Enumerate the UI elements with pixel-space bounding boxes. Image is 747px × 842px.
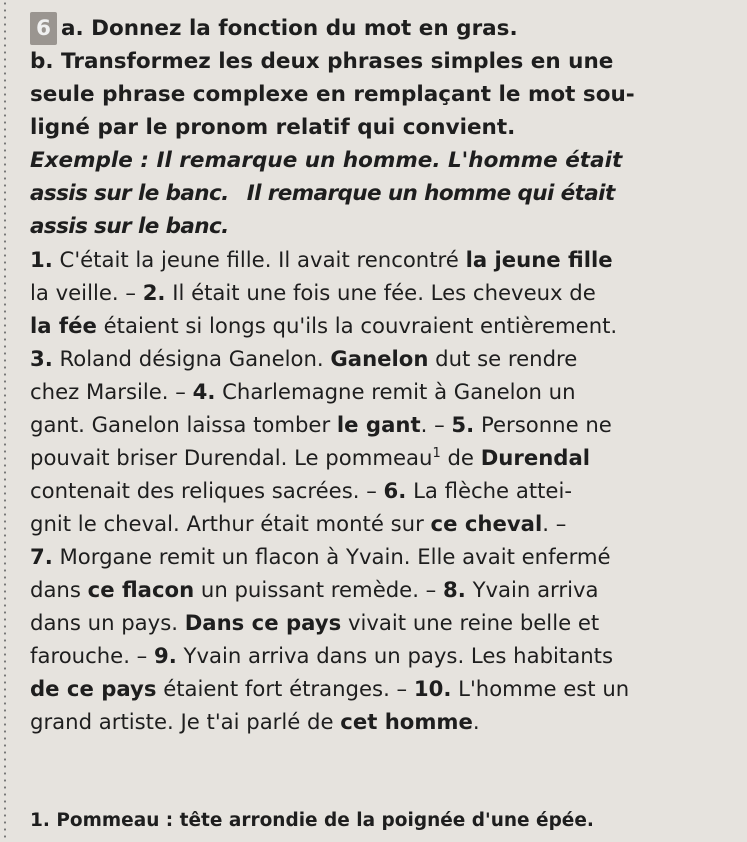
text-segment: L'homme est un bbox=[451, 676, 630, 701]
item-number: 6. bbox=[383, 478, 407, 503]
item-number: 9. bbox=[154, 643, 177, 668]
text-segment: un puissant remède. – bbox=[194, 577, 444, 602]
example-line-1: Exemple : Il remarque un homme. L'homme était bbox=[30, 148, 623, 173]
text-line-11 bbox=[30, 573, 735, 606]
exercise-page bbox=[30, 12, 735, 738]
text-segment: Personne ne bbox=[474, 412, 612, 437]
text-line-15 bbox=[30, 705, 735, 738]
text-segment: La flèche attei- bbox=[406, 478, 572, 503]
example-line-2a: assis sur le banc. bbox=[30, 181, 229, 206]
text-line-9 bbox=[30, 507, 735, 540]
text-segment: . – bbox=[420, 412, 452, 437]
text-segment: la veille. – bbox=[30, 280, 143, 305]
text-segment: étaient si longs qu'ils la couvraient entièrement. bbox=[96, 313, 618, 338]
text-line-5 bbox=[30, 375, 735, 408]
text-line-12 bbox=[30, 606, 735, 639]
text-line-13 bbox=[30, 639, 735, 672]
text-segment: . bbox=[472, 709, 480, 734]
instruction-b-line-2: seule phrase complexe en remplaçant le mot sou- bbox=[30, 82, 635, 107]
text-segment: étaient fort étranges. – bbox=[156, 676, 414, 701]
item-number: 8. bbox=[443, 577, 466, 602]
text-segment: dans bbox=[30, 577, 88, 602]
item-number: 3. bbox=[30, 346, 53, 371]
text-segment: Roland désigna Ganelon. bbox=[52, 346, 331, 371]
text-segment: C'était la jeune fille. Il avait rencontré bbox=[52, 247, 466, 272]
dotted-margin bbox=[4, 0, 6, 842]
bold-word: cet homme bbox=[340, 709, 473, 734]
text-segment: Il était une fois une fée. Les cheveux de bbox=[165, 280, 596, 305]
footnote: 1. Pommeau : tête arrondie de la poignée d'une épée. bbox=[30, 810, 594, 831]
example-line-2b: Il remarque un homme qui était bbox=[246, 181, 615, 206]
text-segment: pouvait briser Durendal. Le pommeau bbox=[30, 445, 433, 470]
text-line-10 bbox=[30, 540, 735, 573]
text-line-14 bbox=[30, 672, 735, 705]
exercise-number-badge: 6 bbox=[30, 12, 57, 45]
example-line-2 bbox=[30, 177, 735, 210]
text-line-6 bbox=[30, 408, 735, 441]
item-number: 7. bbox=[30, 544, 53, 569]
bold-word: Ganelon bbox=[330, 346, 429, 371]
item-number: 4. bbox=[192, 379, 216, 404]
text-line-7 bbox=[30, 441, 735, 474]
item-number: 5. bbox=[451, 412, 475, 437]
text-segment: de bbox=[440, 445, 481, 470]
text-segment: dut se rendre bbox=[428, 346, 578, 371]
item-number: 10. bbox=[413, 676, 452, 701]
bold-word: de ce pays bbox=[30, 676, 157, 701]
example-line-3: assis sur le banc. bbox=[30, 214, 229, 239]
bold-word: ce cheval bbox=[430, 511, 543, 536]
footnote-marker: 1 bbox=[432, 445, 441, 461]
text-segment: dans un pays. bbox=[30, 610, 185, 635]
text-segment: contenait des reliques sacrées. – bbox=[30, 478, 384, 503]
bold-word: le gant bbox=[336, 412, 421, 437]
instruction-a-line bbox=[30, 12, 735, 45]
text-line-8 bbox=[30, 474, 735, 507]
item-number: 2. bbox=[142, 280, 166, 305]
instruction-b-line-3: ligné par le pronom relatif qui convient. bbox=[30, 115, 516, 140]
text-line-1 bbox=[30, 243, 735, 276]
text-segment: Yvain arriva bbox=[465, 577, 599, 602]
bold-word: Dans ce pays bbox=[184, 610, 342, 635]
text-line-4 bbox=[30, 342, 735, 375]
instruction-b-line-1: b. Transformez les deux phrases simples en une bbox=[30, 49, 614, 74]
text-segment: grand artiste. Je t'ai parlé de bbox=[30, 709, 341, 734]
item-number: 1. bbox=[30, 247, 53, 272]
bold-word: la fée bbox=[30, 313, 97, 338]
instruction-a: a. Donnez la fonction du mot en gras. bbox=[60, 16, 518, 41]
text-line-3 bbox=[30, 309, 735, 342]
text-segment: gnit le cheval. Arthur était monté sur bbox=[30, 511, 431, 536]
bold-word: Durendal bbox=[480, 445, 591, 470]
text-segment: vivait une reine belle et bbox=[341, 610, 600, 635]
bold-word: ce flacon bbox=[87, 577, 195, 602]
text-segment: chez Marsile. – bbox=[30, 379, 193, 404]
text-line-2 bbox=[30, 276, 735, 309]
bold-word: la jeune fille bbox=[465, 247, 613, 272]
text-segment: Yvain arriva dans un pays. Les habitants bbox=[176, 643, 613, 668]
text-segment: farouche. – bbox=[30, 643, 154, 668]
text-segment: . – bbox=[542, 511, 567, 536]
text-segment: Morgane remit un flacon à Yvain. Elle avait enfermé bbox=[52, 544, 611, 569]
text-segment: gant. Ganelon laissa tomber bbox=[30, 412, 337, 437]
text-segment: Charlemagne remit à Ganelon un bbox=[215, 379, 576, 404]
